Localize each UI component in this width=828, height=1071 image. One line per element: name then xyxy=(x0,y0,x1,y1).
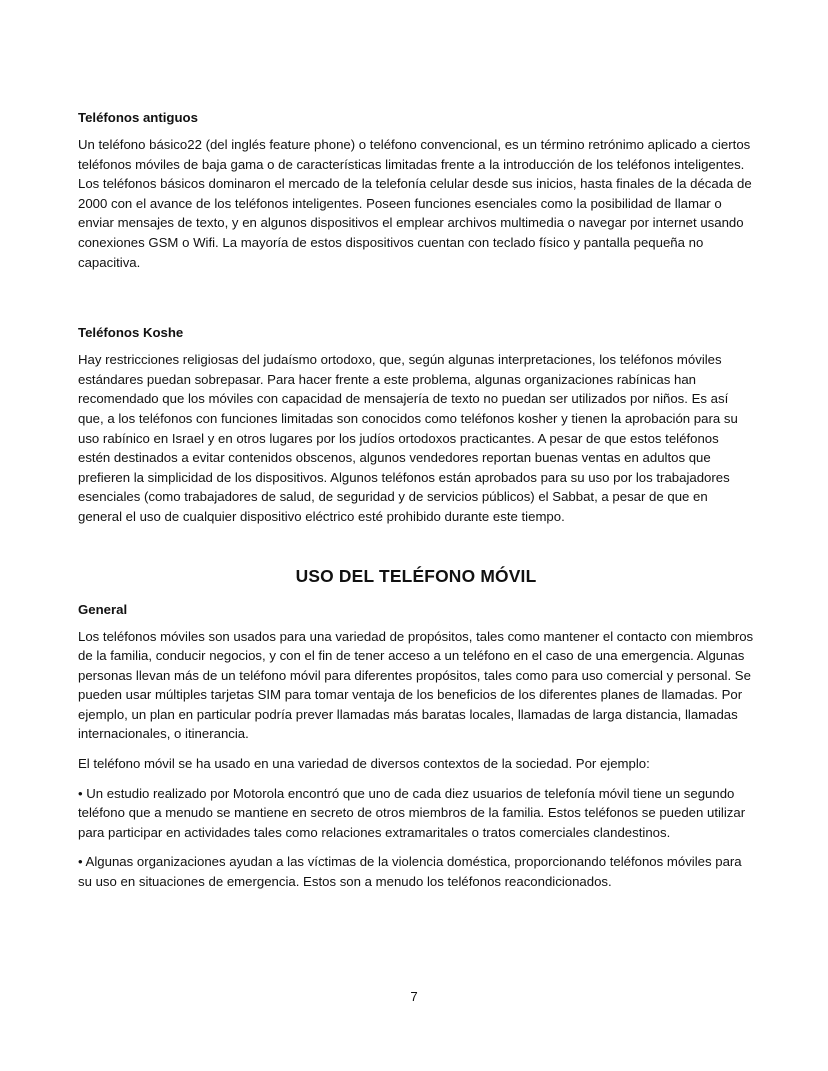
page-content xyxy=(78,108,754,902)
bullet-item-motorola-study: • Un estudio realizado por Motorola encontró que uno de cada diez usuarios de telefonía móvil tiene un segundo teléfono que a menudo se mantiene en secreto de otros miembros de la familia. Estos teléfonos se pueden utilizar para participar en actividades tales como relaciones extramaritales o tratos comerciales clandestinos. xyxy=(78,785,746,840)
paragraph-telefonos-antiguos: Un teléfono básico22 (del inglés feature phone) o teléfono convencional, es un término retrónimo aplicado a ciertos teléfonos móviles de baja gama o de características limitadas frente a la introducción de los teléfonos inteligentes. Los teléfonos básicos dominaron el mercado de la telefonía celular desde sus inicios, hasta finales de la década de 2000 con el avance de los teléfonos inteligentes. Poseen funciones esenciales como la posibilidad de llamar o enviar mensajes de texto, y en algunos dispositivos el emplear archivos multimedia o navegar por internet usando conexiones GSM o Wifi. La mayoría de estos dispositivos cuentan con teclado físico y pantalla pequeña no capacitiva. xyxy=(78,137,752,270)
section-title-uso-del-telefono-movil: USO DEL TELÉFONO MÓVIL xyxy=(295,565,537,586)
heading-telefonos-antiguos: Teléfonos antiguos xyxy=(78,110,198,125)
paragraph-telefonos-koshe: Hay restricciones religiosas del judaísmo ortodoxo, que, según algunas interpretaciones, los teléfonos móviles estándares puedan sobrepasar. Para hacer frente a este problema, algunas organizaciones rabínicas han recomendado que los móviles con capacidad de mensajería de texto no puedan ser utilizados por niños. Es así que, a los teléfonos con funciones limitadas son conocidos como teléfonos kosher y tienen la aprobación para su uso rabínico en Israel y en otros lugares por los judíos ortodoxos practicantes. A pesar de que estos teléfonos estén destinados a evitar contenidos obscenos, algunos vendedores reportan buenas ventas en adultos que prefieren la simplicidad de los dispositivos. Algunos teléfonos están aprobados para su uso por los trabajadores esenciales (como trabajadores de salud, de seguridad y de servicios públicos) el Sabbat, a pesar de que en general el uso de cualquier dispositivo eléctrico esté prohibido durante este tiempo. xyxy=(78,352,738,524)
page-number: 7 xyxy=(410,989,418,1004)
heading-telefonos-koshe: Teléfonos Koshe xyxy=(78,325,184,341)
paragraph-society-contexts: El teléfono móvil se ha usado en una variedad de diversos contextos de la sociedad. Por ejemplo: xyxy=(78,756,650,772)
heading-general: General xyxy=(78,601,128,617)
paragraph-general-uses: Los teléfonos móviles son usados para una variedad de propósitos, tales como mantener el contacto con miembros de la familia, conducir negocios, y con el fin de tener acceso a un teléfono en el caso de una emergencia. Algunas personas llevan más de un teléfono móvil para diferentes propósitos, tales como para uso comercial y personal. Se pueden usar múltiples tarjetas SIM para tomar ventaja de los beneficios de los diferentes planes de llamadas. Por ejemplo, un plan en particular podría prever llamadas más baratas locales, llamadas de larga distancia, llamadas internacionales, o itinerancia. xyxy=(78,628,754,742)
section-spacer xyxy=(78,282,754,323)
bullet-item-domestic-violence: • Algunas organizaciones ayudan a las víctimas de la violencia doméstica, proporcionando teléfonos móviles para su uso en situaciones de emergencia. Estos son a menudo los teléfonos reacondicionados. xyxy=(78,854,742,890)
